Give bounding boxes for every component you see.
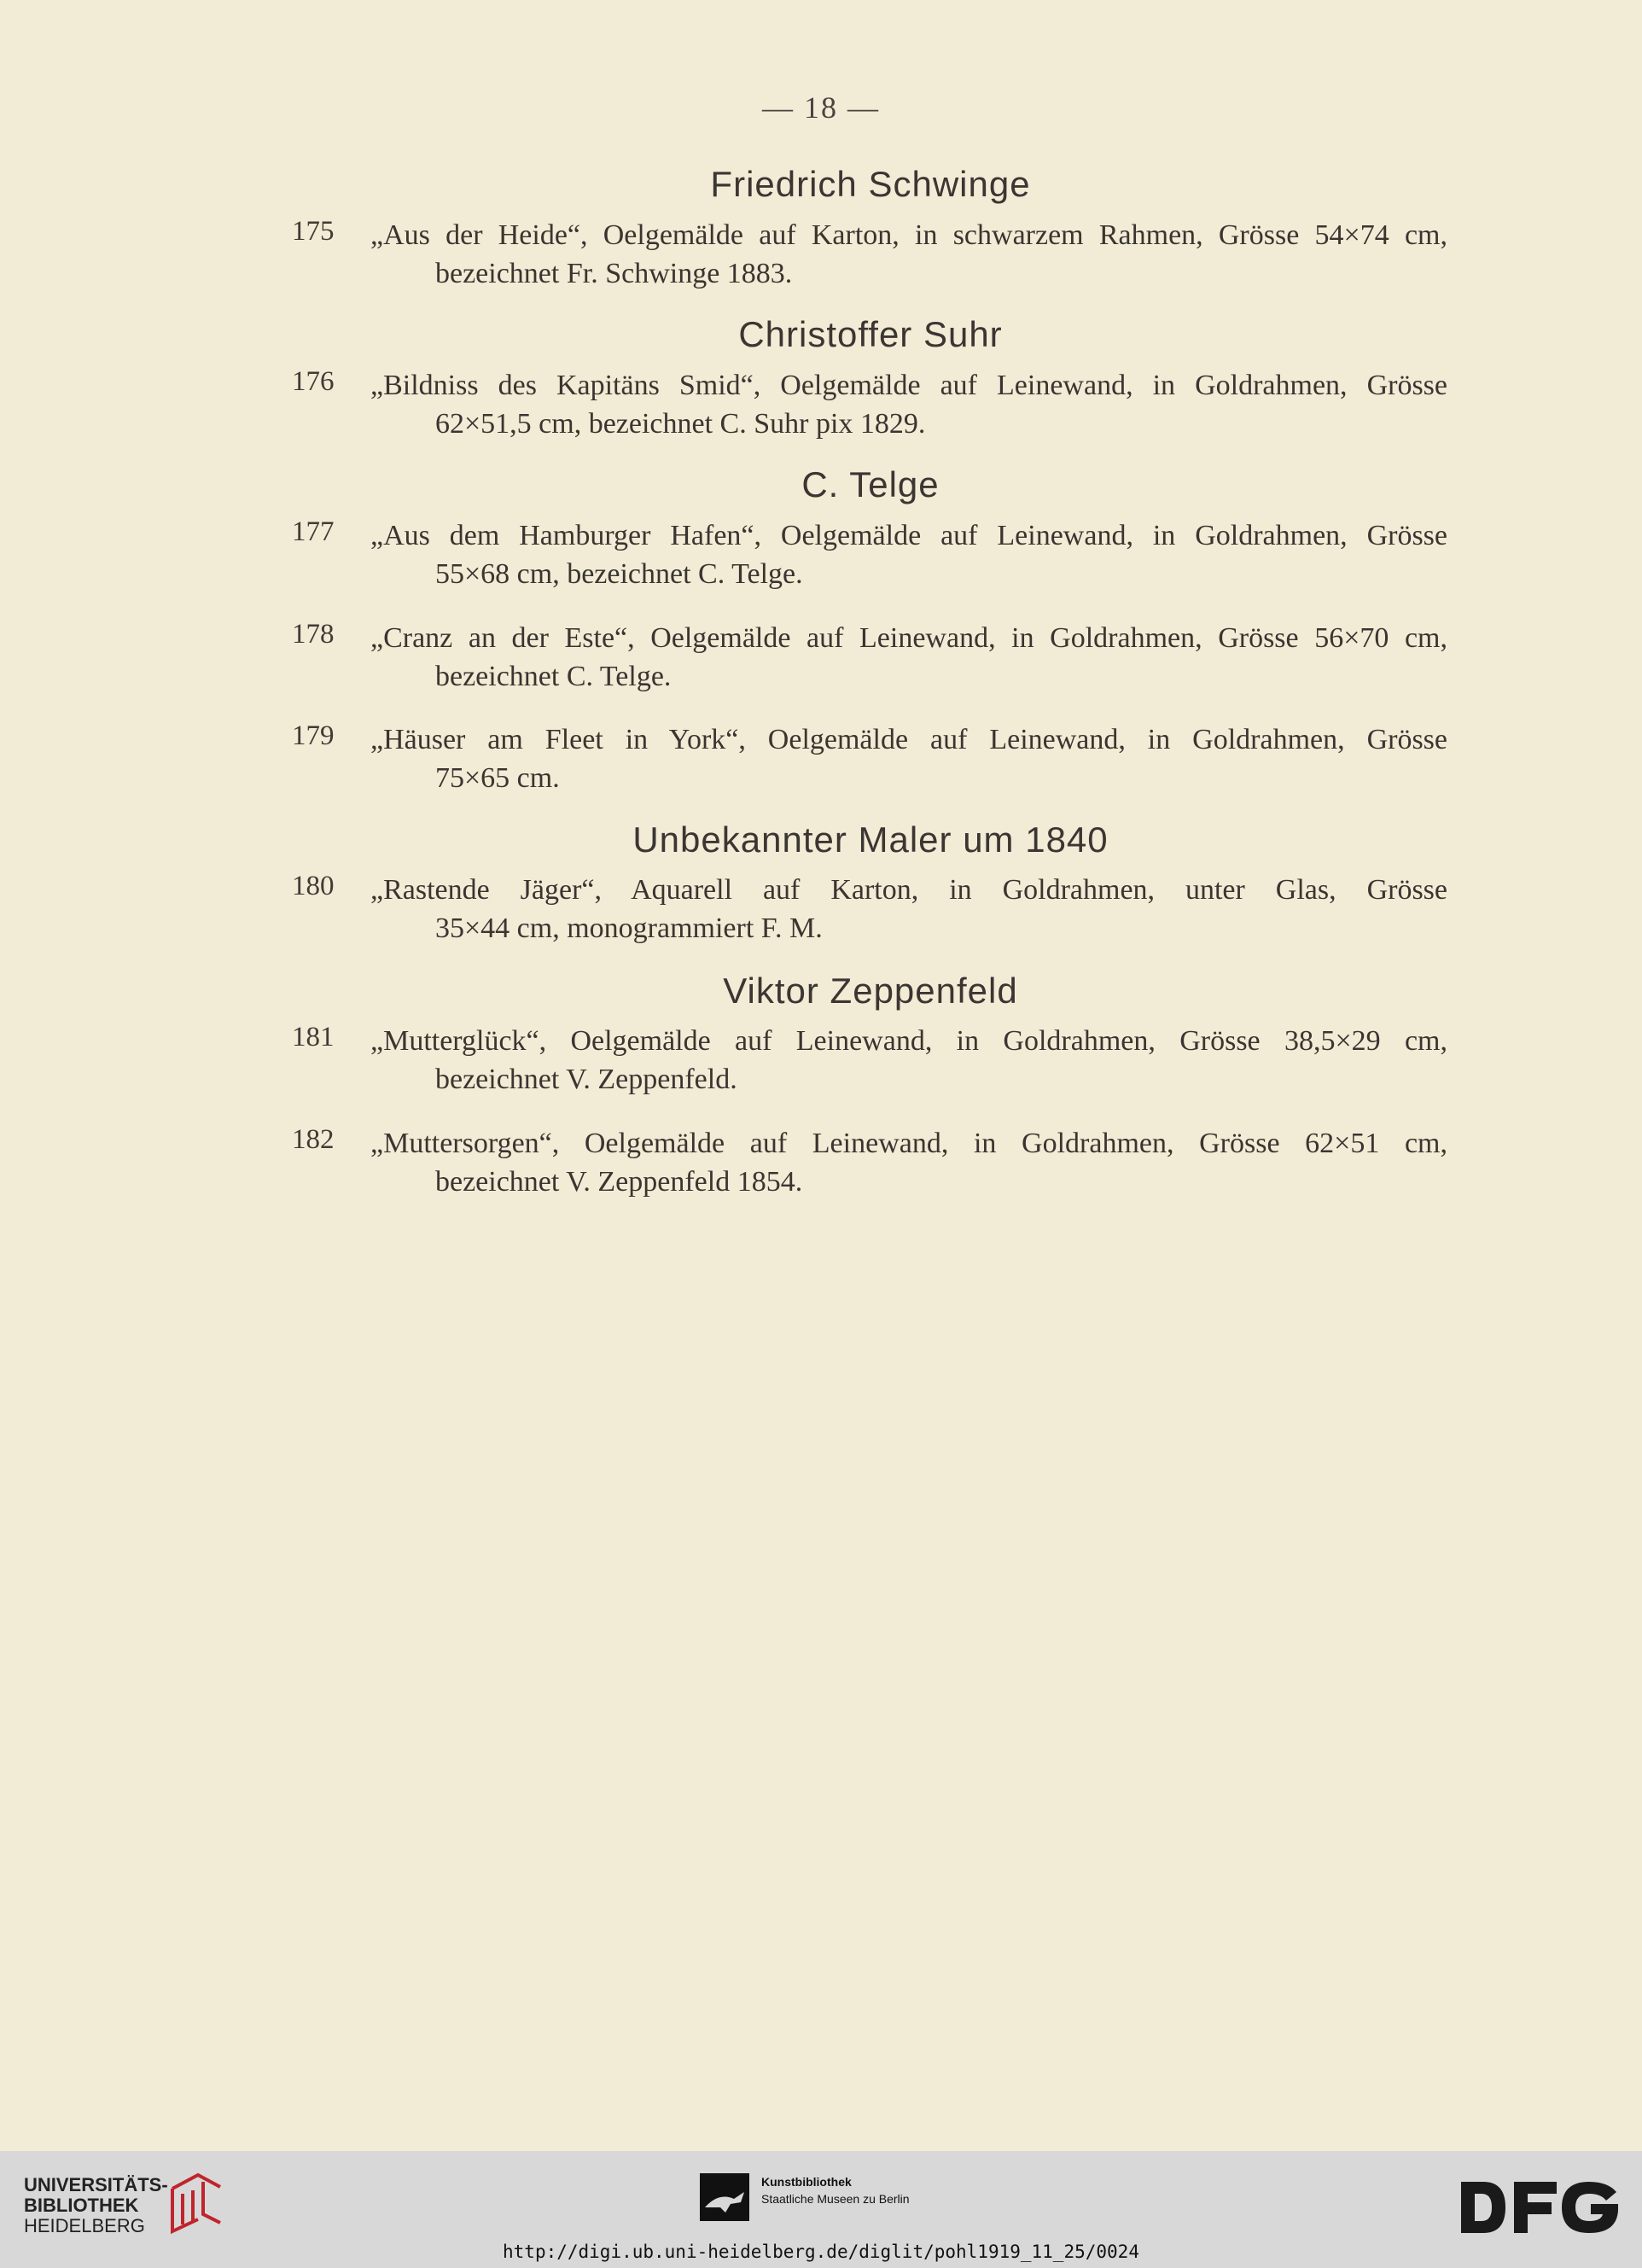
entry-text-continued: 62×51,5 cm, bezeichnet C. Suhr pix 1829. <box>435 408 926 440</box>
entry-text: „Rastende Jäger“, Aquarell auf Karton, in Goldrahmen, unter Glas, Grösse <box>370 874 1447 906</box>
kb-subtitle: Staatliche Museen zu Berlin <box>761 2192 910 2206</box>
dfg-logo-icon <box>1461 2182 1618 2233</box>
entry-text: „Bildniss des Kapitäns Smid“, Oelgemälde auf Leinewand, in Goldrahmen, Grösse <box>370 370 1447 401</box>
wordmark-line: BIBLIOTHEK <box>24 2195 139 2216</box>
entry-text: „Mutterglück“, Oelgemälde auf Leinewand, in Goldrahmen, Grösse 38,5×29 cm, <box>370 1025 1447 1057</box>
entry-text-continued: 75×65 cm. <box>435 762 560 794</box>
entry-text-continued: 35×44 cm, monogrammiert F. M. <box>435 912 823 944</box>
wordmark-line: UNIVERSITÄTS- <box>24 2174 168 2195</box>
kb-title: Kunstbibliothek <box>761 2175 852 2189</box>
kunstbibliothek-wordmark <box>761 2173 910 2207</box>
entry-text: „Muttersorgen“, Oelgemälde auf Leinewand, in Goldrahmen, Grösse 62×51 cm, <box>370 1128 1447 1159</box>
entry-text-continued: bezeichnet V. Zeppenfeld. <box>435 1064 737 1095</box>
permalink-url[interactable]: http://digi.ub.uni-heidelberg.de/diglit/pohl1919_11_25/0024 <box>503 2242 1139 2262</box>
artist-heading: Unbekannter Maler um 1840 <box>632 819 1109 860</box>
entry-number: 179 <box>292 720 335 751</box>
heidelberg-library-logo-icon <box>164 2170 227 2240</box>
entry-number: 175 <box>292 216 335 247</box>
entry-text-continued: bezeichnet C. Telge. <box>435 661 672 692</box>
entry-number: 182 <box>292 1124 335 1155</box>
entry-text-continued: bezeichnet Fr. Schwinge 1883. <box>435 258 793 289</box>
entry-text: „Cranz an der Este“, Oelgemälde auf Leinewand, in Goldrahmen, Grösse 56×70 cm, <box>370 622 1447 654</box>
artist-heading: C. Telge <box>801 464 940 504</box>
university-library-wordmark <box>24 2175 168 2236</box>
entry-text: „Häuser am Fleet in York“, Oelgemälde auf Leinewand, in Goldrahmen, Grösse <box>370 724 1447 755</box>
entry-number: 180 <box>292 871 335 901</box>
entry-number: 178 <box>292 619 335 650</box>
entry-text: „Aus der Heide“, Oelgemälde auf Karton, in schwarzem Rahmen, Grösse 54×74 cm, <box>370 219 1447 251</box>
entry-number: 181 <box>292 1022 335 1052</box>
artist-heading: Friedrich Schwinge <box>710 164 1031 204</box>
page-number: — 18 — <box>762 90 880 125</box>
entry-number: 176 <box>292 366 335 397</box>
wordmark-line: HEIDELBERG <box>24 2215 145 2236</box>
entry-text-continued: 55×68 cm, bezeichnet C. Telge. <box>435 558 803 590</box>
footer-bar <box>0 2151 1642 2268</box>
kunstbibliothek-eagle-logo-icon <box>700 2173 749 2221</box>
entry-text: „Aus dem Hamburger Hafen“, Oelgemälde auf Leinewand, in Goldrahmen, Grösse <box>370 520 1447 551</box>
artist-heading: Viktor Zeppenfeld <box>723 971 1018 1011</box>
artist-heading: Christoffer Suhr <box>738 314 1003 354</box>
entry-number: 177 <box>292 516 335 547</box>
entry-text-continued: bezeichnet V. Zeppenfeld 1854. <box>435 1166 803 1198</box>
